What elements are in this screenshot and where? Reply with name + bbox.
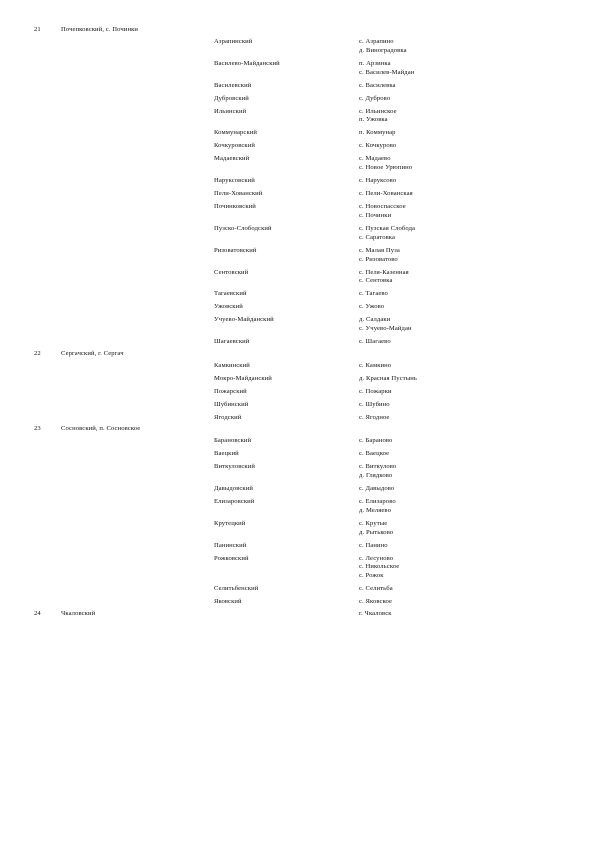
admin-center: п. Коммунар — [359, 129, 396, 137]
district-row — [0, 350, 595, 362]
admin-center: с. Азрапино — [359, 38, 394, 45]
admin-center: с. Пели-Хованская — [359, 190, 413, 198]
admin-center: с. Малая Пуза — [359, 246, 400, 254]
settlement-row — [0, 362, 595, 374]
settlement-row — [0, 598, 595, 610]
admin-center: д. Виноградовка — [359, 46, 407, 54]
settlement-name: Шубинский — [214, 400, 249, 408]
settlement-name: Ваецкий — [214, 450, 239, 458]
settlement-name: Ягодский — [214, 413, 242, 421]
settlement-name: Тагаевский — [214, 290, 247, 298]
settlement-name: Камкинский — [214, 361, 250, 369]
admin-center: с. Пеля-Казенная — [359, 268, 409, 276]
settlement-row — [0, 437, 595, 449]
district-number: 22 — [34, 349, 41, 357]
center-line — [0, 69, 595, 81]
center-line — [0, 164, 595, 176]
center-line — [0, 529, 595, 541]
settlement-name: Рожковский — [214, 554, 249, 562]
district-name: Чкаловский — [61, 609, 96, 617]
settlement-row — [0, 177, 595, 189]
district-row — [0, 610, 595, 622]
settlement-name: Селитьбенский — [214, 585, 259, 593]
settlement-row — [0, 401, 595, 413]
settlement-row — [0, 142, 595, 154]
district-name: Сосновский, п. Сосновское — [61, 425, 141, 433]
admin-center: с. Пожарки — [359, 387, 392, 395]
district-row — [0, 425, 595, 437]
settlement-row — [0, 303, 595, 315]
settlement-name: Пожарский — [214, 387, 247, 395]
admin-center: с. Новоспасское — [359, 203, 406, 211]
settlement-name: Виткуловский — [214, 463, 255, 471]
settlement-name: Сентовский — [214, 268, 249, 276]
district-number: 24 — [34, 609, 41, 617]
settlement-name: Пели-Хованский — [214, 190, 263, 198]
settlement-name: Барановский — [214, 437, 252, 445]
settlement-name: Пузско-Слободский — [214, 225, 272, 232]
admin-center: с. Лесуново — [359, 554, 394, 562]
settlement-row — [0, 82, 595, 94]
center-line — [0, 256, 595, 268]
settlement-row — [0, 190, 595, 202]
center-line — [0, 234, 595, 246]
admin-center: с. Пузская Слобода — [359, 225, 416, 232]
admin-center: с. Василевка — [359, 81, 396, 89]
admin-center: п. Ужовка — [359, 116, 388, 124]
settlement-name: Дубровский — [214, 94, 249, 102]
settlement-name: Елизаровский — [214, 498, 255, 505]
settlement-row — [0, 542, 595, 554]
admin-center: с. Никольское — [359, 563, 400, 571]
settlement-name: Коммунарский — [214, 129, 258, 137]
settlement-name: Шагаевский — [214, 338, 250, 346]
settlement-row — [0, 375, 595, 387]
admin-center: с. Кочкурово — [359, 142, 397, 150]
center-line — [0, 572, 595, 584]
center-line — [0, 472, 595, 484]
settlement-name: Мокро-Майданский — [214, 374, 272, 382]
settlement-row — [0, 129, 595, 141]
settlement-name: Крутецкий — [214, 519, 246, 527]
settlement-name: Мадаевский — [214, 155, 250, 163]
district-number: 23 — [34, 425, 41, 433]
admin-center: д. Рытьково — [359, 528, 394, 536]
admin-center: с. Давыдово — [359, 485, 395, 492]
admin-center: с. Ужово — [359, 303, 385, 311]
admin-center: с. Ризоватово — [359, 255, 398, 263]
admin-center: с. Учуево-Майдан — [359, 325, 412, 333]
settlement-name: Кочкуровский — [214, 142, 255, 150]
admin-center: с. Сентовка — [359, 277, 393, 285]
settlement-row — [0, 338, 595, 350]
admin-center: с. Ваецкое — [359, 450, 390, 458]
center-line — [0, 116, 595, 128]
admin-center: с. Рожок — [359, 572, 384, 580]
admin-center: с. Камкино — [359, 361, 392, 369]
settlement-row — [0, 485, 595, 497]
admin-center: с. Мадаево — [359, 155, 391, 163]
settlement-row — [0, 290, 595, 302]
center-line — [0, 325, 595, 337]
admin-center: с. Ягодное — [359, 413, 390, 421]
admin-center: д. Красная Пустынь — [359, 374, 417, 382]
admin-center: д. Глядково — [359, 472, 393, 479]
settlement-row — [0, 388, 595, 400]
admin-center: п. Арзинка — [359, 59, 391, 67]
admin-center: г. Чкаловск — [359, 609, 392, 617]
settlement-name: Ризоватовский — [214, 246, 257, 254]
admin-center: с. Виткулово — [359, 463, 397, 471]
admin-center: с. Крутые — [359, 519, 388, 527]
settlement-name: Василево-Майданский — [214, 59, 280, 67]
admin-center: с. Панино — [359, 541, 388, 549]
district-number: 21 — [34, 26, 41, 33]
admin-center: с. Починки — [359, 212, 392, 219]
settlement-name: Наруксовский — [214, 177, 255, 185]
settlement-row — [0, 95, 595, 107]
admin-center: с. Яковское — [359, 598, 393, 606]
admin-center: с. Тагаево — [359, 290, 388, 298]
admin-center: с. Наруксово — [359, 177, 397, 185]
center-line — [0, 277, 595, 289]
settlement-row — [0, 585, 595, 597]
district-name: Сергачский, г. Сергач — [61, 349, 124, 357]
settlement-name: Ильинский — [214, 107, 247, 115]
admin-center: с. Новое Урюпино — [359, 164, 413, 172]
admin-center: с. Саратовка — [359, 233, 396, 241]
center-line — [0, 47, 595, 59]
admin-center: с. Ильинское — [359, 107, 397, 115]
settlement-name: Василевский — [214, 81, 252, 89]
admin-center: д. Салдаки — [359, 316, 391, 324]
center-line — [0, 507, 595, 519]
district-name: Почепковский, с. Починки — [61, 26, 139, 33]
admin-center: д. Меляево — [359, 506, 391, 514]
district-row — [0, 26, 595, 38]
center-line — [0, 212, 595, 224]
settlement-name: Давыдовский — [214, 485, 253, 492]
admin-center: с. Елизарово — [359, 498, 396, 505]
admin-center: с. Дуброво — [359, 94, 391, 102]
admin-center: с. Селитьба — [359, 585, 393, 593]
settlement-row — [0, 414, 595, 426]
settlement-name: Азрапинский — [214, 38, 253, 45]
settlement-name: Яковский — [214, 598, 242, 606]
admin-center: с. Бараново — [359, 437, 393, 445]
admin-center: с. Шагаево — [359, 338, 391, 346]
settlement-row — [0, 450, 595, 462]
admin-center: с. Шубино — [359, 400, 390, 408]
settlement-name: Починковский — [214, 203, 256, 211]
settlement-name: Учуево-Майданский — [214, 316, 274, 324]
admin-center: с. Василев-Майдан — [359, 68, 415, 76]
settlement-name: Ужовский — [214, 303, 243, 311]
settlement-name: Панинский — [214, 541, 247, 549]
